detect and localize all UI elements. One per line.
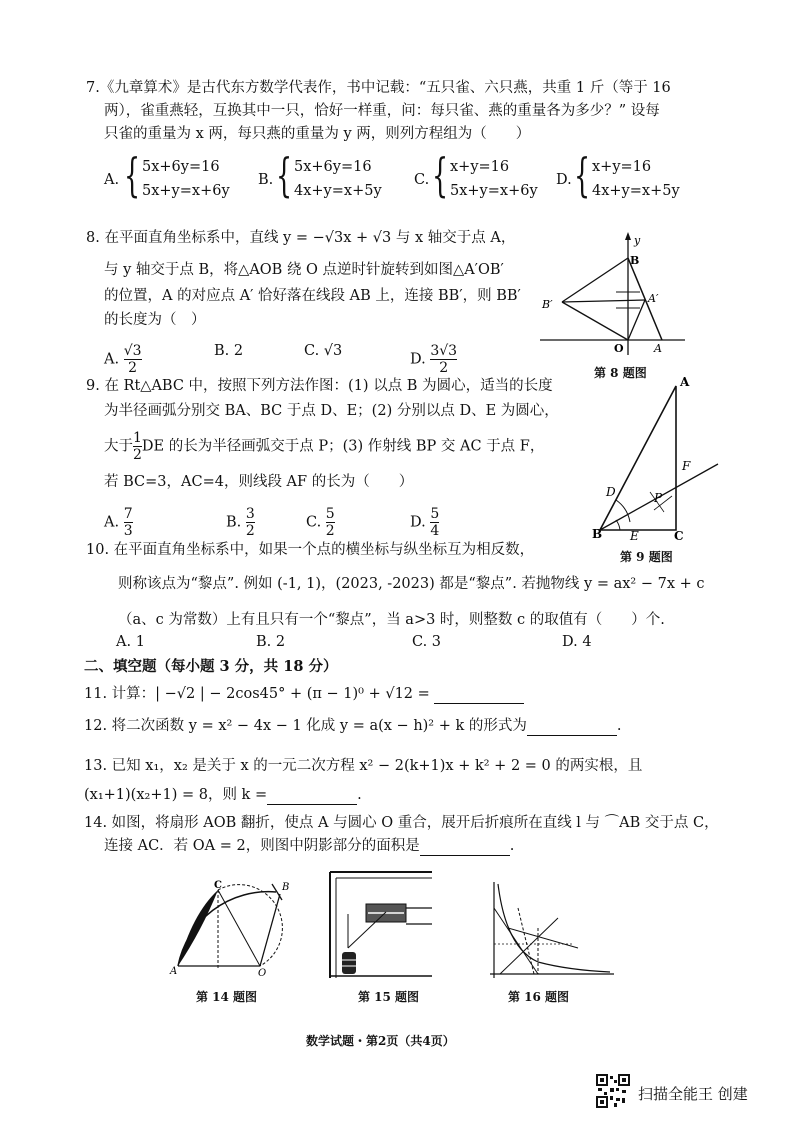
q9-option-d-fraction (430, 506, 439, 539)
section-fill-in-heading: 二、填空题（每小题 3 分，共 18 分） (84, 658, 338, 675)
q7-option-a-eq1: 5x+6y=16 (142, 159, 220, 175)
q8-option-d-denominator: 2 (439, 360, 449, 376)
q7-option-a-label: A. (104, 172, 120, 188)
q7-option-c-brace: { (432, 148, 449, 202)
fig8-label-bprime: B′ (542, 298, 553, 311)
q13-line1: 13. 已知 x₁，x₂ 是关于 x 的一元二次方程 x² − 2(k+1)x + k² + 2 = 0 的两实根，且 (84, 758, 643, 774)
fig8-label-aprime: A′ (648, 292, 659, 305)
q9-option-a (104, 506, 133, 539)
q13-line2-wrap: (x₁+1)(x₂+1) = 8，则 k = . (84, 787, 362, 803)
fig9-label-c: C (674, 529, 684, 543)
q10-line2: 则称该点为“黎点”. 例如 (-1, 1)，(2023, -2023) 都是“黎点”. 若抛物线 y = ax² − 7x + c (118, 576, 705, 592)
fig8-caption: 第 8 题图 (594, 366, 647, 380)
q8-option-d-fraction (430, 343, 457, 376)
q14-line2: 连接 AC．若 OA = 2，则图中阴影部分的面积是 (104, 838, 420, 854)
q8-option-a-label: A. (104, 351, 120, 368)
fig9-caption: 第 9 题图 (620, 550, 673, 564)
q9-half-denominator: 2 (133, 447, 142, 463)
fig15-caption: 第 15 题图 (358, 990, 420, 1004)
q8-option-a-fraction (124, 343, 142, 376)
q8-option-b: B. 2 (214, 343, 244, 359)
q9-line2: 为半径画弧分别交 BA、BC 于点 D、E；(2) 分别以点 D、E 为圆心， (104, 403, 559, 419)
q13-answer-blank[interactable] (267, 790, 357, 805)
q7-line1: 7.《九章算术》是古代东方数学代表作，书中记载：“五只雀、六只燕，共重 1 斤（等于 16 (86, 80, 671, 96)
figure-9 (590, 372, 730, 544)
q9-line3-suffix: DE 的长为半径画弧交于点 P；(3) 作射线 BP 交 AC 于点 F， (141, 438, 545, 455)
q14-line2-wrap: 连接 AC．若 OA = 2，则图中阴影部分的面积是 . (104, 838, 515, 854)
q7-line3: 只雀的重量为 x 两，每只燕的重量为 y 两，则列方程组为（ ） (104, 126, 531, 142)
q7-option-c-eq1: x+y=16 (450, 159, 510, 175)
q9-line3-prefix: 大于 (104, 438, 133, 455)
q11-answer-blank[interactable] (434, 689, 524, 704)
fig8-label-o: O (614, 342, 624, 355)
fig8-label-y: y (634, 234, 641, 247)
fig9-label-f: F (682, 459, 691, 473)
q7-option-a-eq2: 5x+y=x+6y (142, 183, 230, 199)
q9-line4: 若 BC=3，AC=4，则线段 AF 的长为（ ） (104, 474, 414, 490)
q8-option-a-denominator: 2 (128, 360, 138, 376)
q7-option-a-brace: { (124, 148, 141, 202)
page-footer: 数学试题・第2页（共4页） (306, 1034, 455, 1048)
q10-option-a: A. 1 (116, 634, 145, 650)
fig9-label-a: A (680, 375, 690, 389)
fig8-label-a: A (654, 342, 662, 355)
fig14-label-b: B (282, 882, 290, 893)
fig9-label-p: P (654, 491, 663, 505)
q7-option-d-eq1: x+y=16 (592, 159, 652, 175)
q10-option-c: C. 3 (412, 634, 442, 650)
q7-option-d-brace: { (574, 148, 591, 202)
fig9-label-e: E (630, 529, 639, 543)
q9-option-d-numerator: 5 (430, 506, 440, 522)
q8-option-d-numerator: 3√3 (430, 343, 458, 359)
q8-line4: 的长度为（ ） (104, 312, 206, 328)
q10-option-d: D. 4 (562, 634, 592, 650)
q7-option-c-label: C. (414, 172, 430, 188)
fig9-label-d: D (606, 485, 616, 499)
q9-option-a-denominator: 3 (123, 523, 133, 539)
q7-option-b-eq1: 5x+6y=16 (294, 159, 372, 175)
q9-option-b (226, 506, 255, 539)
figure-15 (326, 868, 436, 980)
figure-14 (168, 878, 298, 978)
q9-option-c-numerator: 5 (325, 506, 335, 522)
q12-text: 12. 将二次函数 y = x² − 4x − 1 化成 y = a(x − h)² + k 的形式为 (84, 718, 527, 734)
q9-option-b-fraction (246, 506, 255, 539)
q9-option-c (306, 506, 335, 539)
q9-half-numerator: 1 (133, 430, 142, 446)
q9-line1: 9. 在 Rt△ABC 中，按照下列方法作图：(1) 以点 B 为圆心，适当的长度 (86, 378, 553, 394)
fig14-label-c: C (214, 880, 222, 891)
q12: 12. 将二次函数 y = x² − 4x − 1 化成 y = a(x − h)² + k 的形式为 . (84, 718, 622, 734)
q14-answer-blank[interactable] (420, 841, 510, 856)
q10-option-b: B. 2 (256, 634, 286, 650)
q8-option-a (104, 343, 142, 376)
q9-option-d-denominator: 4 (430, 523, 440, 539)
fig8-label-b: B (630, 254, 640, 267)
fig14-caption: 第 14 题图 (196, 990, 258, 1004)
fig16-caption: 第 16 题图 (508, 990, 570, 1004)
q10-line1: 10. 在平面直角坐标系中，如果一个点的横坐标与纵坐标互为相反数， (86, 542, 535, 558)
q8-option-d (410, 343, 457, 376)
q9-option-c-fraction (326, 506, 335, 539)
q8-line1: 8. 在平面直角坐标系中，直线 y = −√3x + √3 与 x 轴交于点 A， (86, 230, 516, 246)
fig14-label-a: A (170, 966, 178, 977)
q9-option-a-fraction (124, 506, 133, 539)
q9-option-d-label: D. (410, 514, 426, 531)
q9-line3 (104, 430, 544, 463)
q10-line3: （a、c 为常数）上有且只有一个“黎点”，当 a>3 时，则整数 c 的取值有（ ）个. (118, 612, 665, 628)
q7-line2: 两），雀重燕轻，互换其中一只，恰好一样重，问：每只雀、燕的重量各为多少？” 设每 (104, 103, 660, 119)
q9-option-c-denominator: 2 (325, 523, 335, 539)
q8-option-c: C. √3 (304, 343, 343, 359)
q9-half-fraction (133, 430, 142, 463)
q7-option-b-brace: { (276, 148, 293, 202)
fig14-label-o: O (258, 968, 267, 978)
q7-option-b-label: B. (258, 172, 274, 188)
q9-option-a-numerator: 7 (123, 506, 133, 522)
q9-option-a-label: A. (104, 514, 120, 531)
fig9-label-b: B (592, 527, 603, 541)
q7-option-c-eq2: 5x+y=x+6y (450, 183, 538, 199)
q11-text: 11. 计算：| −√2 | − 2cos45° + (π − 1)⁰ + √12 = (84, 686, 430, 702)
q9-option-b-numerator: 3 (245, 506, 255, 522)
q7-option-d-label: D. (556, 172, 572, 188)
q9-option-c-label: C. (306, 514, 322, 531)
q8-line3: 的位置，A 的对应点 A′ 恰好落在线段 AB 上，连接 BB′，则 BB′ (104, 288, 521, 304)
q14-line1: 14. 如图，将扇形 AOB 翻折，使点 A 与圆心 O 重合，展开后折痕所在直线 l 与 ⌒AB 交于点 C， (84, 815, 719, 831)
q8-option-d-label: D. (410, 351, 426, 368)
q8-line2: 与 y 轴交于点 B，将△AOB 绕 O 点逆时针旋转到如图△A′OB′ (104, 262, 504, 278)
q12-answer-blank[interactable] (527, 721, 617, 736)
figure-8 (530, 230, 690, 360)
qr-code-icon (596, 1074, 630, 1108)
scanner-watermark: 扫描全能王 创建 (638, 1085, 748, 1103)
q7-option-b-eq2: 4x+y=x+5y (294, 183, 382, 199)
q9-option-b-label: B. (226, 514, 242, 531)
figure-16 (478, 878, 618, 982)
q8-option-a-numerator: √3 (123, 343, 142, 359)
q9-option-d (410, 506, 439, 539)
q9-option-b-denominator: 2 (245, 523, 255, 539)
q13-line2: (x₁+1)(x₂+1) = 8，则 k = (84, 787, 268, 803)
q11 (84, 684, 524, 704)
q7-option-d-eq2: 4x+y=x+5y (592, 183, 680, 199)
